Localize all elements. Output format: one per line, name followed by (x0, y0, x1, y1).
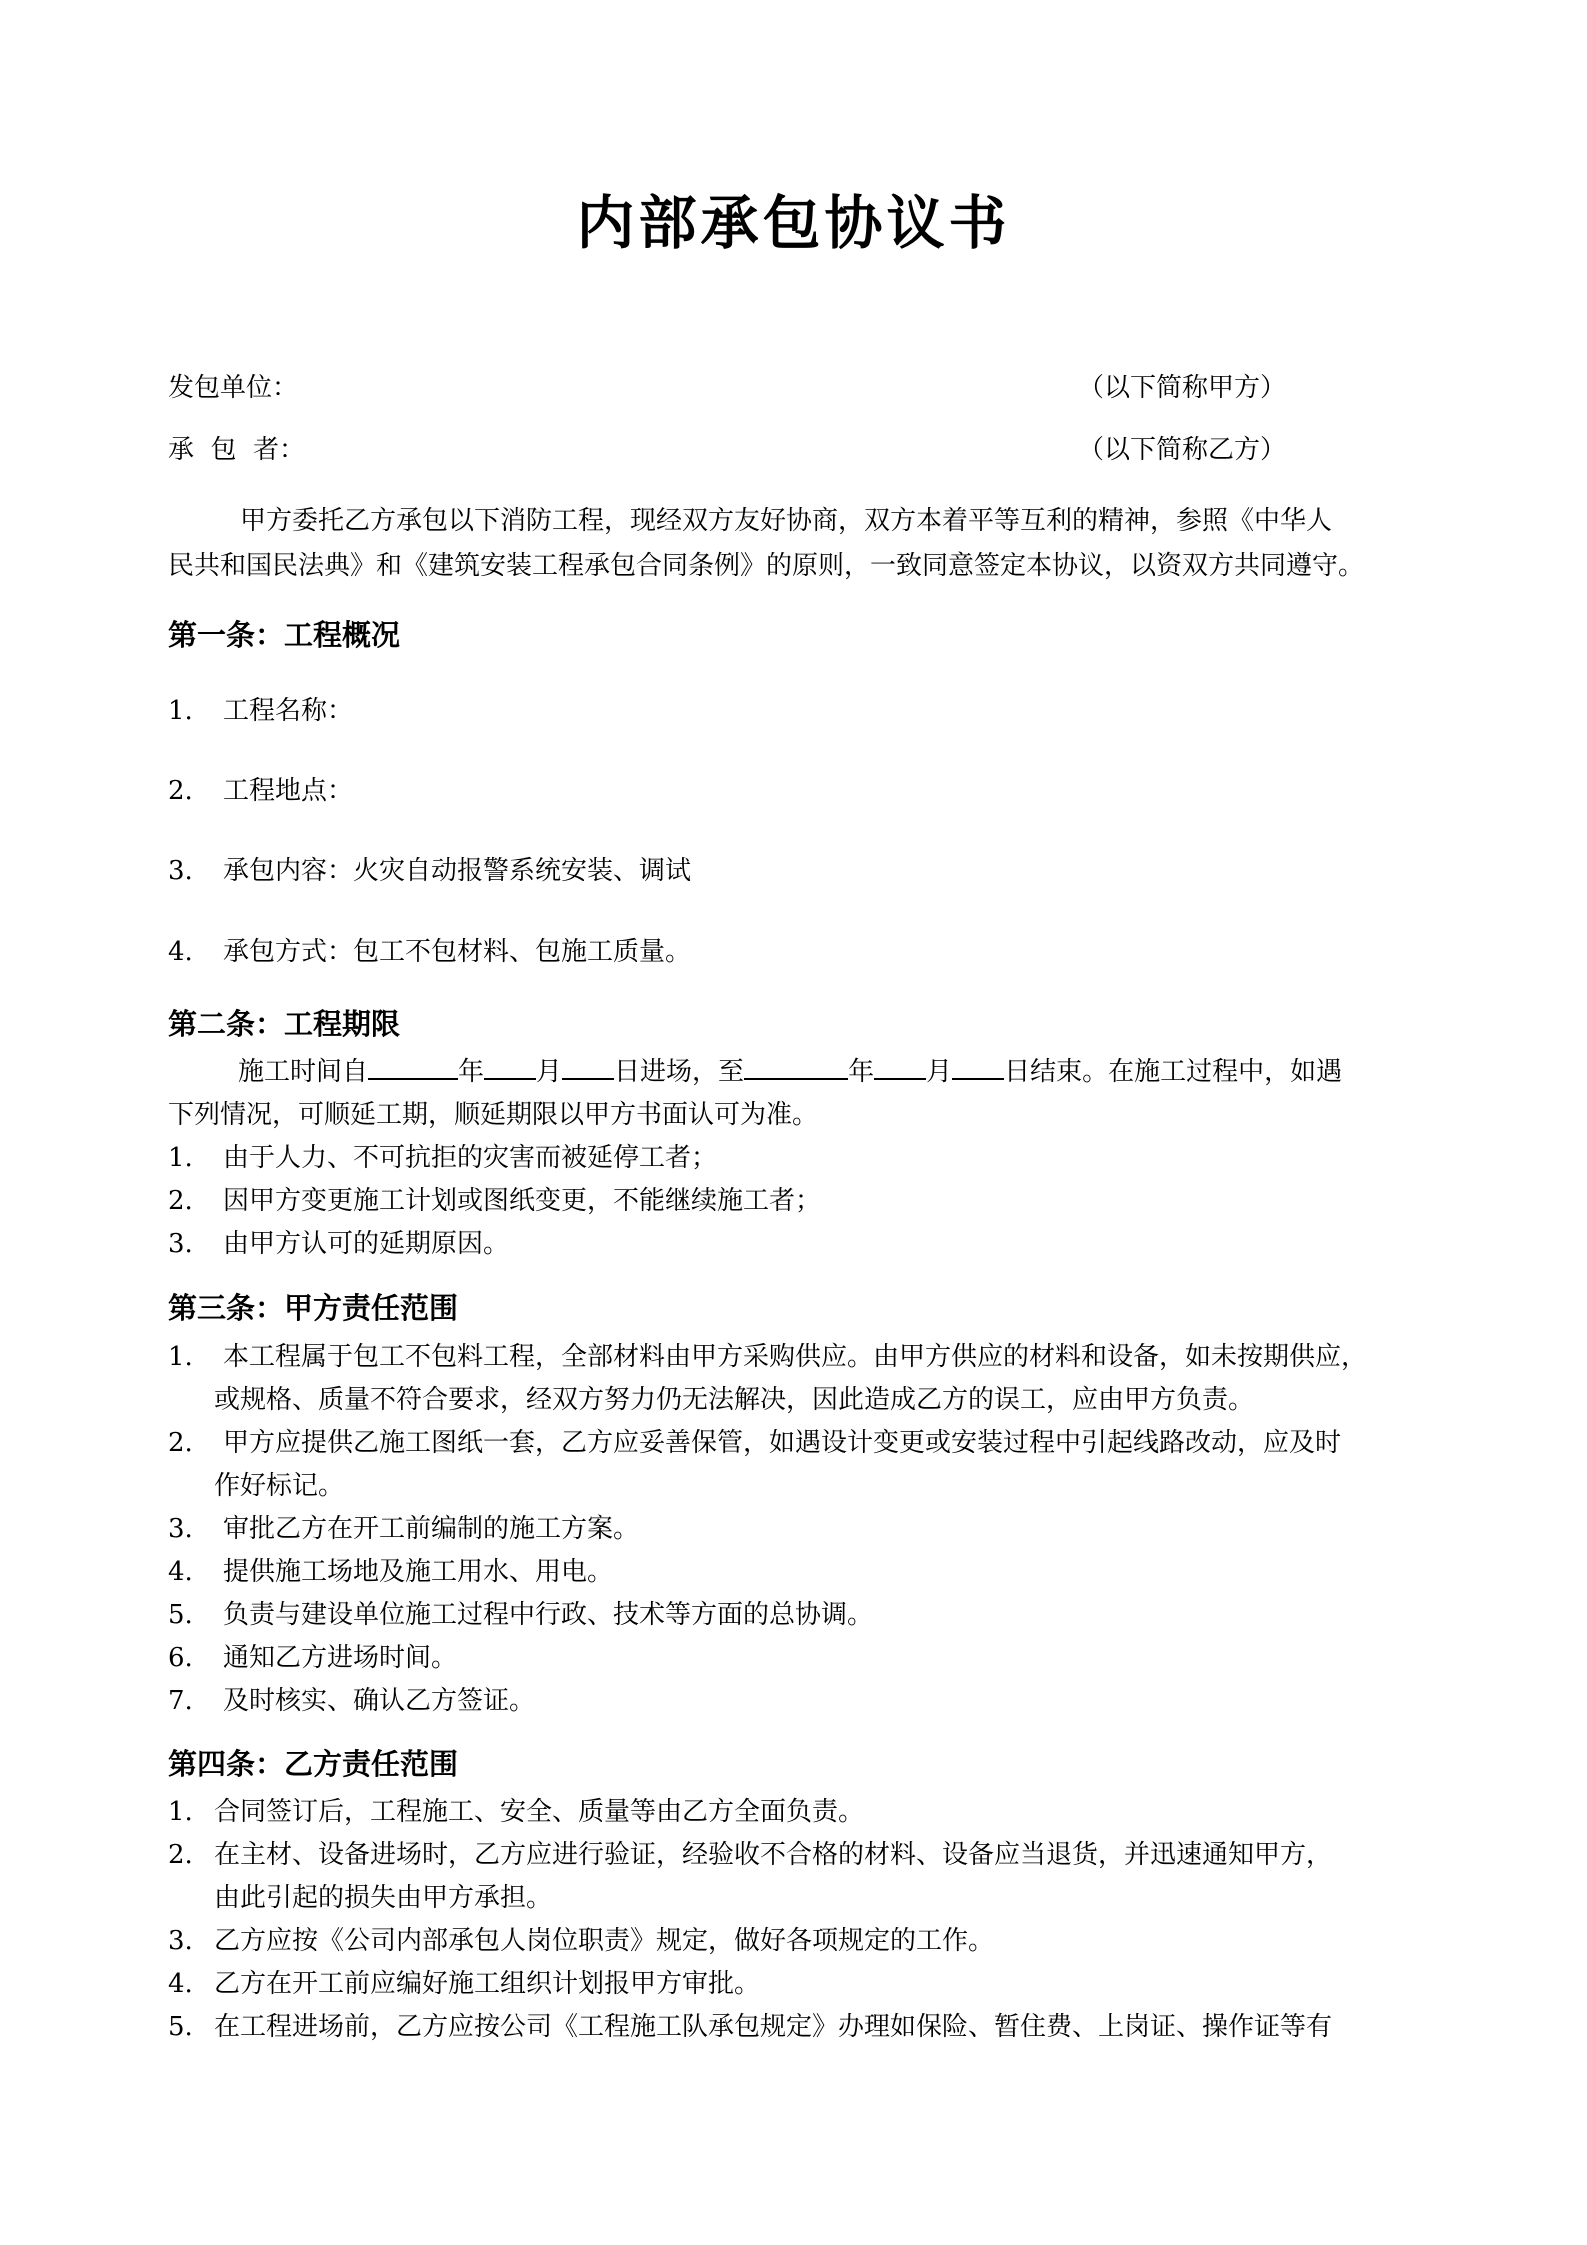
item-text: 工程地点： (223, 776, 354, 806)
item-number: 3. (168, 1926, 193, 1956)
item-number: 7. (168, 1686, 193, 1716)
month-label: 月 (926, 1057, 953, 1087)
article3-item (168, 1554, 613, 1590)
article1-item (168, 693, 353, 729)
item-number: 5. (168, 1600, 193, 1630)
article3-item (168, 1425, 1341, 1461)
item-number: 2. (168, 1840, 193, 1870)
period-prefix: 施工时间自 (238, 1057, 369, 1087)
item-text: 在工程进场前，乙方应按公司《工程施工队承包规定》办理如保险、暂住费、上岗证、操作证等有 (214, 2012, 1333, 2042)
item-number: 1. (168, 1342, 193, 1372)
article2-item (168, 1226, 509, 1262)
period-line-2: 下列情况，可顺延工期，顺延期限以甲方书面认可为准。 (168, 1100, 819, 1130)
item-number: 2. (168, 776, 193, 806)
contractor-alias: （以下简称甲方） (1078, 373, 1287, 403)
month-blank[interactable] (874, 1056, 926, 1080)
month-blank[interactable] (484, 1056, 536, 1080)
item-text: 及时核实、确认乙方签证。 (223, 1686, 536, 1716)
item-number: 3. (168, 1229, 193, 1259)
item-text: 提供施工场地及施工用水、用电。 (223, 1557, 614, 1587)
contractor-label: 发包单位： (168, 373, 299, 403)
article1-item (168, 773, 353, 809)
day-blank[interactable] (952, 1056, 1004, 1080)
day-label: 日结束。在施工过程中，如遇 (1004, 1057, 1343, 1087)
item-number: 1. (168, 1143, 193, 1173)
page-title: 内部承包协议书 (576, 189, 1011, 257)
item-number: 5. (168, 2012, 193, 2042)
article4-item (168, 1966, 760, 2002)
day-blank[interactable] (562, 1056, 614, 1080)
item-continuation: 作好标记。 (214, 1471, 345, 1501)
year-blank[interactable] (368, 1056, 458, 1080)
article2-heading: 第二条：工程期限 (168, 1007, 401, 1041)
item-text: 审批乙方在开工前编制的施工方案。 (223, 1514, 640, 1544)
item-number: 2. (168, 1428, 193, 1458)
item-text: 工程名称： (223, 696, 354, 726)
contractee-alias: （以下简称乙方） (1078, 435, 1287, 465)
article4-item (168, 1923, 994, 1959)
article2-item (168, 1183, 821, 1219)
item-text: 承包内容：火灾自动报警系统安装、调试 (223, 856, 692, 886)
item-number: 3. (168, 1514, 193, 1544)
article3-item (168, 1511, 639, 1547)
article4-item (168, 1837, 1332, 1873)
article1-item (168, 934, 691, 970)
article3-item (168, 1339, 1367, 1375)
item-text: 乙方应按《公司内部承包人岗位职责》规定，做好各项规定的工作。 (214, 1926, 995, 1956)
intro-line-1: 甲方委托乙方承包以下消防工程，现经双方友好协商，双方本着平等互利的精神，参照《中华人 (240, 506, 1333, 536)
item-text: 甲方应提供乙施工图纸一套，乙方应妥善保管，如遇设计变更或安装过程中引起线路改动，应及时 (223, 1428, 1342, 1458)
period-line (238, 1054, 1342, 1090)
year-label: 年 (848, 1057, 875, 1087)
item-number: 4. (168, 1557, 193, 1587)
item-number: 1. (168, 1797, 193, 1827)
article3-heading: 第三条：甲方责任范围 (168, 1291, 459, 1325)
article1-heading: 第一条：工程概况 (168, 618, 401, 652)
contractee-label: 承 包 者： (168, 435, 306, 465)
item-text: 由甲方认可的延期原因。 (223, 1229, 510, 1259)
article1-item (168, 853, 691, 889)
item-text: 本工程属于包工不包料工程，全部材料由甲方采购供应。由甲方供应的材料和设备，如未按期供应， (223, 1342, 1368, 1372)
article4-item (168, 2009, 1332, 2045)
item-text: 由于人力、不可抗拒的灾害而被延停工者； (223, 1143, 718, 1173)
article4-heading: 第四条：乙方责任范围 (168, 1747, 459, 1781)
article3-item (168, 1640, 457, 1676)
item-continuation: 由此引起的损失由甲方承担。 (214, 1883, 553, 1913)
item-text: 通知乙方进场时间。 (223, 1643, 458, 1673)
item-text: 合同签订后，工程施工、安全、质量等由乙方全面负责。 (214, 1797, 865, 1827)
item-text: 乙方在开工前应编好施工组织计划报甲方审批。 (214, 1969, 761, 1999)
intro-line-2: 民共和国民法典》和《建筑安装工程承包合同条例》的原则，一致同意签定本协议，以资双方共同遵守。 (168, 551, 1365, 581)
item-number: 2. (168, 1186, 193, 1216)
article4-item (168, 1794, 864, 1830)
day-label: 日进场，至 (614, 1057, 745, 1087)
item-number: 1. (168, 696, 193, 726)
year-label: 年 (458, 1057, 485, 1087)
article3-item (168, 1683, 535, 1719)
month-label: 月 (536, 1057, 563, 1087)
article3-item (168, 1597, 873, 1633)
item-number: 4. (168, 1969, 193, 1999)
year-blank[interactable] (744, 1056, 848, 1080)
item-text: 承包方式：包工不包材料、包施工质量。 (223, 937, 692, 967)
item-continuation: 或规格、质量不符合要求，经双方努力仍无法解决，因此造成乙方的误工，应由甲方负责。 (214, 1385, 1255, 1415)
article2-item (168, 1140, 717, 1176)
item-text: 因甲方变更施工计划或图纸变更，不能继续施工者； (223, 1186, 822, 1216)
item-text: 在主材、设备进场时，乙方应进行验证，经验收不合格的材料、设备应当退货，并迅速通知甲方， (214, 1840, 1333, 1870)
item-text: 负责与建设单位施工过程中行政、技术等方面的总协调。 (223, 1600, 874, 1630)
item-number: 6. (168, 1643, 193, 1673)
item-number: 4. (168, 937, 193, 967)
item-number: 3. (168, 856, 193, 886)
